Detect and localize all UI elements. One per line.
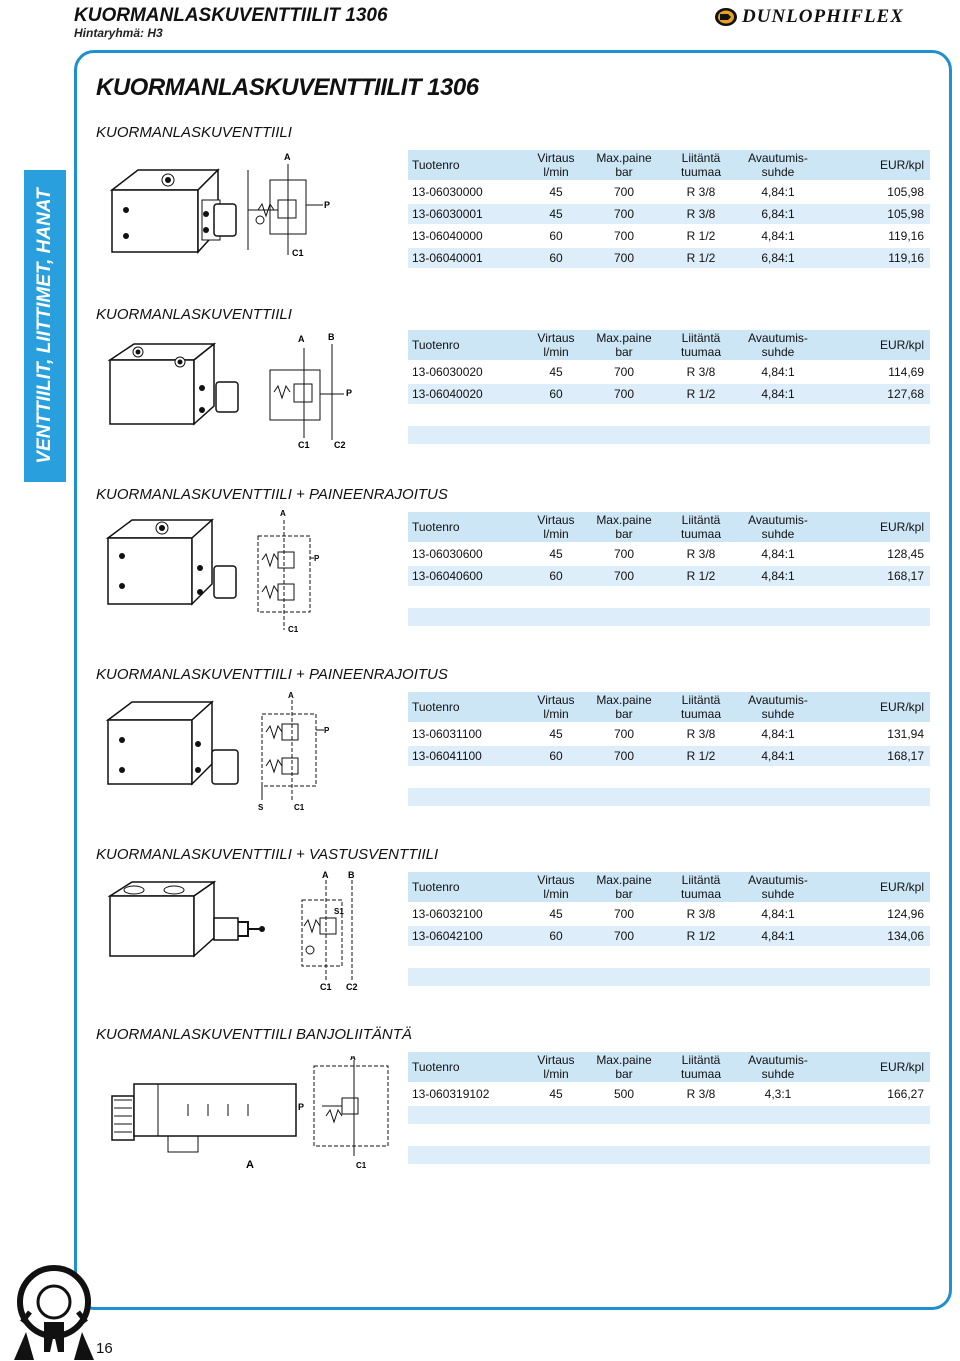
table-row: 13-06040001 60 700 R 1/2 6,84:1 119,16 <box>408 246 930 268</box>
page-number: 16 <box>96 1340 113 1357</box>
svg-text:A: A <box>298 334 305 344</box>
table-row: 13-06040020 60 700 R 1/2 4,84:1 127,68 <box>408 382 930 404</box>
port-label: C1 <box>292 248 304 258</box>
svg-text:C1: C1 <box>356 1161 367 1170</box>
table-row-empty <box>408 966 930 986</box>
table-row-empty <box>408 1124 930 1144</box>
mascot-figure-icon <box>14 1262 94 1360</box>
table-row-empty <box>408 404 930 424</box>
dunlop-arrow-icon <box>714 6 740 28</box>
valve-diagram <box>98 330 398 450</box>
table-row-empty <box>408 586 930 606</box>
section-4 <box>96 666 934 816</box>
valve-diagram <box>98 1056 398 1174</box>
table-row: 13-06032100 45 700 R 3/8 4,84:1 124,96 <box>408 902 930 924</box>
svg-text:A: A <box>280 509 286 518</box>
table-row-empty <box>408 946 930 966</box>
price-table <box>408 692 930 806</box>
category-sidebar <box>24 170 66 482</box>
price-table <box>408 330 930 444</box>
svg-text:C1: C1 <box>298 440 310 450</box>
page-title: KUORMANLASKUVENTTIILIT 1306 <box>96 74 479 101</box>
svg-text:C1: C1 <box>320 982 332 992</box>
svg-text:A: A <box>322 870 329 880</box>
svg-text:C1: C1 <box>288 625 299 634</box>
header-subtitle: Hintaryhmä: H3 <box>74 26 163 40</box>
table-row: 13-06030600 45 700 R 3/8 4,84:1 128,45 <box>408 542 930 564</box>
table-row: 13-06031100 45 700 R 3/8 4,84:1 131,94 <box>408 722 930 744</box>
svg-text:P: P <box>346 388 353 398</box>
price-table <box>408 150 930 268</box>
table-header: Tuotenro Virtaus l/min Max.paine bar Liitäntä tuumaa Avautumis- suhde EUR/kpl <box>408 692 930 722</box>
table-row: 13-06030020 45 700 R 3/8 4,84:1 114,69 <box>408 360 930 382</box>
section-3 <box>96 486 934 636</box>
col-connection: Liitäntä tuumaa <box>680 151 722 179</box>
table-row: 13-06030000 45 700 R 3/8 4,84:1 105,98 <box>408 180 930 202</box>
brand-name: DUNLOPHIFLEX <box>742 6 904 27</box>
col-flow: Virtaus l/min <box>537 151 575 179</box>
svg-text:C2: C2 <box>334 440 346 450</box>
svg-text:P: P <box>298 1102 305 1112</box>
section-title: KUORMANLASKUVENTTIILI BANJOLIITÄNTÄ <box>96 1026 412 1043</box>
table-row-empty <box>408 1104 930 1124</box>
section-title: KUORMANLASKUVENTTIILI <box>96 306 292 323</box>
svg-text:C1: C1 <box>294 803 305 812</box>
table-header: Tuotenro Virtaus l/min Max.paine bar Liitäntä tuumaa Avautumis- suhde EUR/kpl <box>408 330 930 360</box>
table-row: 13-06040000 60 700 R 1/2 4,84:1 119,16 <box>408 224 930 246</box>
svg-text:B: B <box>348 870 355 880</box>
table-row-empty <box>408 1144 930 1164</box>
table-row: 13-06030001 45 700 R 3/8 6,84:1 105,98 <box>408 202 930 224</box>
col-ratio: Avautumis- suhde <box>748 151 808 179</box>
svg-text:P: P <box>324 726 330 735</box>
table-header: Tuotenro Virtaus l/min Max.paine bar Liitäntä tuumaa Avautumis- suhde EUR/kpl <box>408 1052 930 1082</box>
table-row-empty <box>408 786 930 806</box>
table-header <box>408 150 930 180</box>
valve-diagram <box>98 508 398 634</box>
price-table <box>408 512 930 626</box>
section-1 <box>96 124 934 274</box>
table-row-empty <box>408 766 930 786</box>
section-5 <box>96 846 934 996</box>
svg-text:A: A <box>246 1159 254 1171</box>
section-title: KUORMANLASKUVENTTIILI + PAINEENRAJOITUS <box>96 666 448 683</box>
section-title: KUORMANLASKUVENTTIILI + PAINEENRAJOITUS <box>96 486 448 503</box>
valve-diagram <box>98 690 398 814</box>
table-row: 13-06041100 60 700 R 1/2 4,84:1 168,17 <box>408 744 930 766</box>
svg-text:C2: C2 <box>346 982 358 992</box>
svg-text:S: S <box>258 803 264 812</box>
table-row-empty <box>408 424 930 444</box>
sidebar-label: VENTTIILIT, LIITTIMET, HANAT <box>34 188 55 464</box>
table-row: 13-06040600 60 700 R 1/2 4,84:1 168,17 <box>408 564 930 586</box>
port-label: A <box>284 152 291 162</box>
valve-diagram <box>98 150 398 270</box>
col-pressure: Max.paine bar <box>596 151 652 179</box>
svg-text:A: A <box>350 1056 356 1062</box>
section-2 <box>96 306 934 456</box>
valve-diagram <box>98 870 398 992</box>
brand-logo <box>714 6 954 28</box>
col-product: Tuotenro <box>412 158 460 172</box>
section-title: KUORMANLASKUVENTTIILI + VASTUSVENTTIILI <box>96 846 439 863</box>
section-title: KUORMANLASKUVENTTIILI <box>96 124 292 141</box>
table-row: 13-06042100 60 700 R 1/2 4,84:1 134,06 <box>408 924 930 946</box>
svg-text:P: P <box>314 554 320 563</box>
table-header: Tuotenro Virtaus l/min Max.paine bar Liitäntä tuumaa Avautumis- suhde EUR/kpl <box>408 872 930 902</box>
svg-text:B: B <box>328 332 335 342</box>
svg-text:A: A <box>288 691 294 700</box>
price-table <box>408 1052 930 1164</box>
table-row: 13-060319102 45 500 R 3/8 4,3:1 166,27 <box>408 1082 930 1104</box>
col-price: EUR/kpl <box>879 158 924 172</box>
port-label: P <box>324 200 331 210</box>
table-header: Tuotenro Virtaus l/min Max.paine bar Liitäntä tuumaa Avautumis- suhde EUR/kpl <box>408 512 930 542</box>
svg-text:S1: S1 <box>334 907 344 916</box>
table-row-empty <box>408 606 930 626</box>
section-6 <box>96 1026 934 1176</box>
price-table <box>408 872 930 986</box>
header-title: KUORMANLASKUVENTTIILIT 1306 <box>74 5 388 26</box>
